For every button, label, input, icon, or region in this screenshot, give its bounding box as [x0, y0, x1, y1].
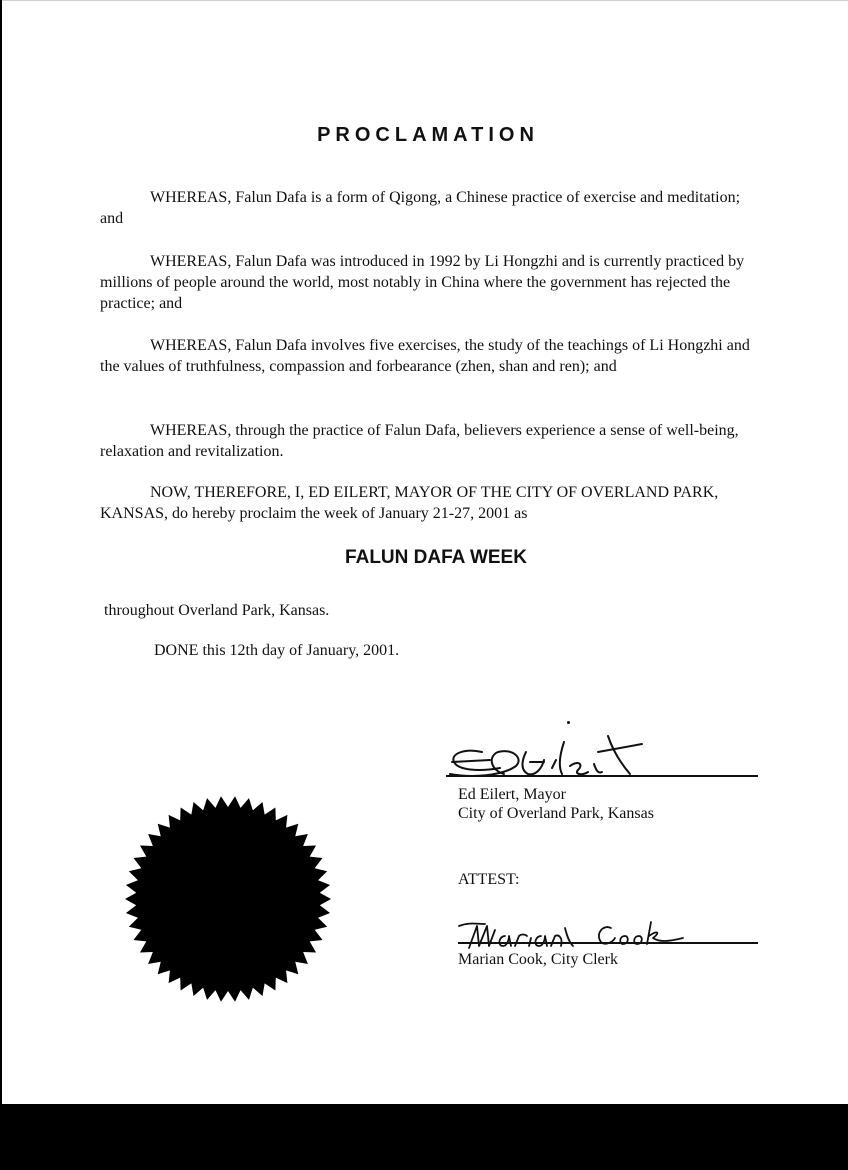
document-title: PROCLAMATION: [317, 124, 539, 146]
scan-border-left: [0, 0, 2, 1104]
whereas-paragraph-4: [100, 420, 758, 462]
scan-border-bottom: [0, 1104, 848, 1170]
attest-label: ATTEST:: [458, 871, 520, 888]
mayor-signature-line: [446, 775, 758, 777]
therefore-paragraph: [100, 482, 758, 524]
whereas-paragraph-2: [100, 251, 758, 314]
whereas-text-2: WHEREAS, Falun Dafa was introduced in 1992 by Li Hongzhi and is currently practiced by millions of people around the world, most notably in China where the government has rejected the practice; and: [100, 253, 745, 312]
page-edge: [0, 0, 848, 1]
whereas-text-4: WHEREAS, through the practice of Falun Dafa, believers experience a sense of well-being, relaxation and revitalization.: [100, 422, 739, 460]
clerk-name: Marian Cook, City Clerk: [458, 951, 618, 968]
clerk-signature-line: [458, 942, 758, 944]
throughout-line: throughout Overland Park, Kansas.: [104, 602, 330, 619]
city-seal: [124, 795, 332, 1003]
whereas-text-3: WHEREAS, Falun Dafa involves five exercises, the study of the teachings of Li Hongzhi and the values of truthfulness, compassion and forbearance (zhen, shan and ren); and: [100, 337, 750, 375]
done-line: DONE this 12th day of January, 2001.: [154, 642, 400, 659]
mayor-name: Ed Eilert, Mayor: [458, 786, 566, 803]
mayor-office: City of Overland Park, Kansas: [458, 805, 654, 822]
whereas-text-1: WHEREAS, Falun Dafa is a form of Qigong, a Chinese practice of exercise and meditation; and: [100, 189, 741, 227]
proclaimed-week-title: FALUN DAFA WEEK: [345, 547, 527, 568]
whereas-paragraph-3: [100, 335, 758, 377]
clerk-signature: [455, 912, 695, 954]
whereas-paragraph-1: [100, 187, 758, 229]
ink-speck: [567, 721, 570, 724]
therefore-text: NOW, THEREFORE, I, ED EILERT, MAYOR OF THE CITY OF OVERLAND PARK, KANSAS, do hereby proclaim the week of January 21-27, 2001 as: [100, 484, 719, 522]
